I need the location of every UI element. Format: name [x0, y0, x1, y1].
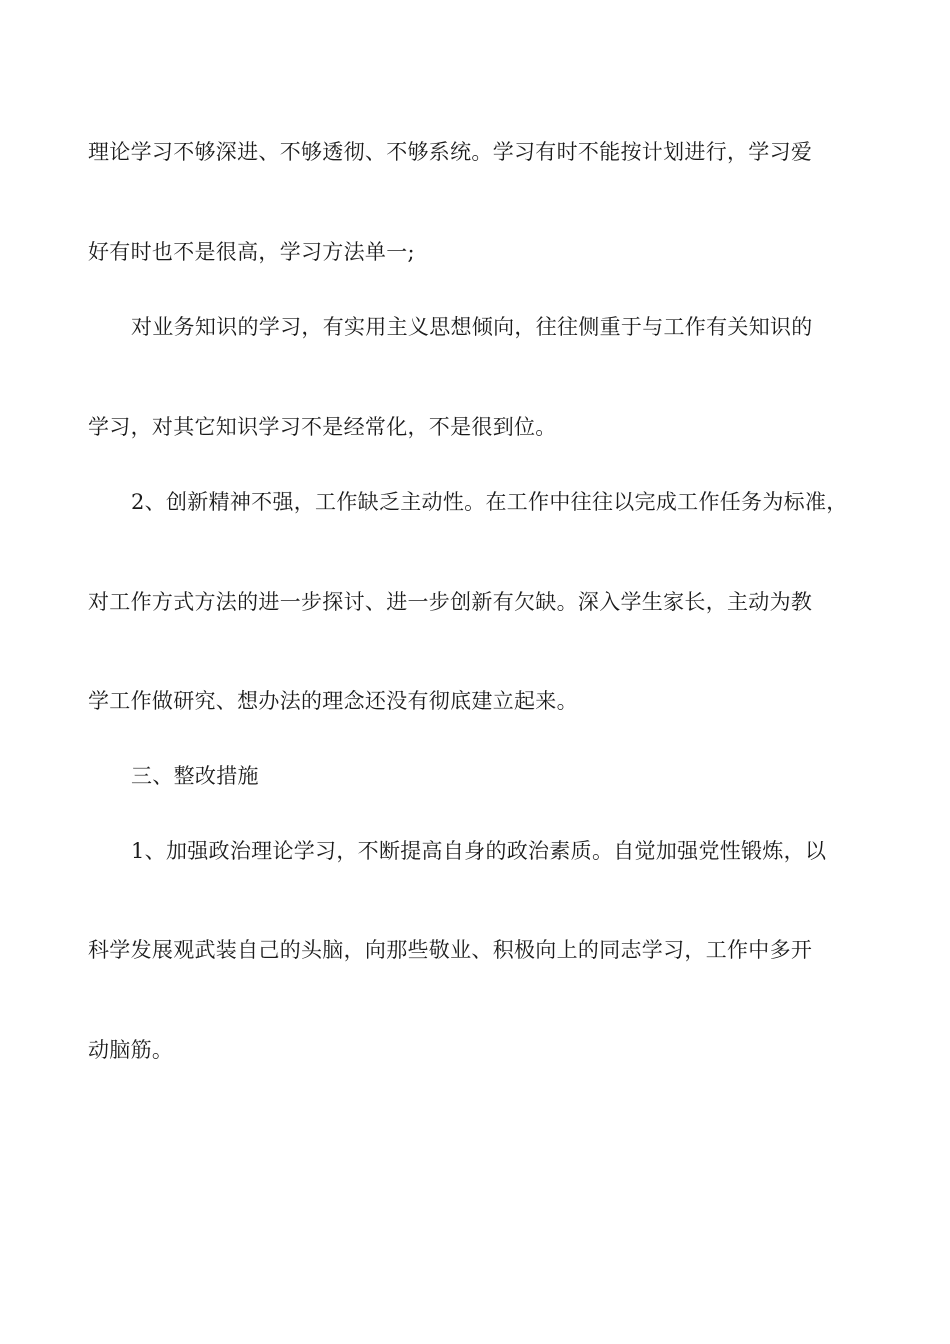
paragraph-line: 科学发展观武装自己的头脑，向那些敬业、积极向上的同志学习，工作中多开 — [88, 938, 813, 962]
paragraph-line: 对业务知识的学习，有实用主义思想倾向，往往侧重于与工作有关知识的 — [131, 315, 813, 339]
paragraph-line: 学习，对其它知识学习不是经常化，不是很到位。 — [88, 415, 557, 439]
paragraph-line: 学工作做研究、想办法的理念还没有彻底建立起来。 — [88, 689, 578, 713]
paragraph-line: 1、加强政治理论学习，不断提高自身的政治素质。自觉加强党性锻炼，以 — [131, 839, 827, 863]
paragraph-line: 2、创新精神不强，工作缺乏主动性。在工作中往往以完成工作任务为标准， — [131, 490, 848, 514]
section-heading: 三、整改措施 — [131, 764, 259, 788]
paragraph-line: 理论学习不够深进、不够透彻、不够系统。学习有时不能按计划进行，学习爱 — [88, 140, 813, 164]
paragraph-line: 对工作方式方法的进一步探讨、进一步创新有欠缺。深入学生家长，主动为教 — [88, 590, 813, 614]
paragraph-line: 好有时也不是很高，学习方法单一; — [88, 240, 415, 264]
paragraph-line: 动脑筋。 — [88, 1038, 174, 1062]
